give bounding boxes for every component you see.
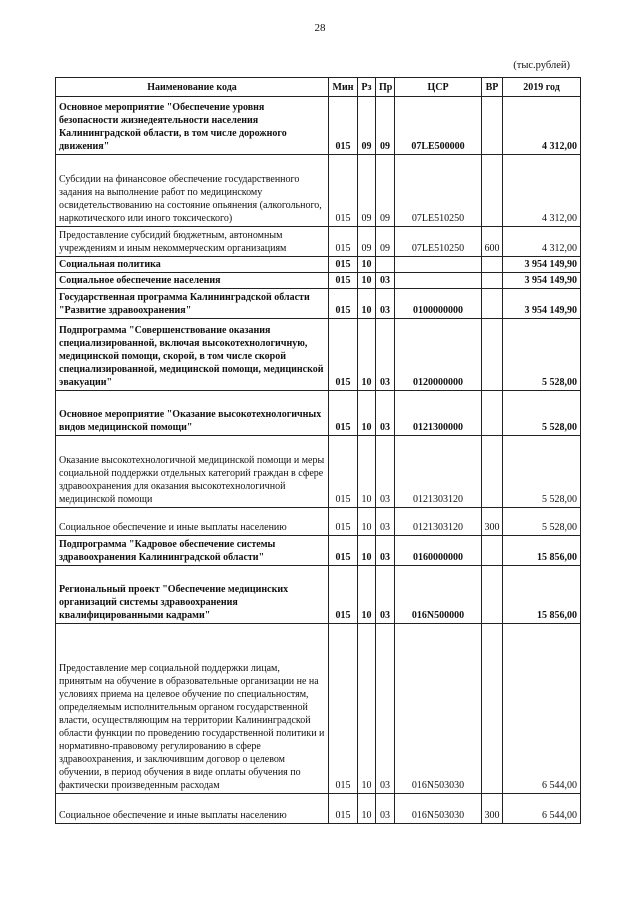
table-row [56,536,581,566]
row-rz: 10 [358,508,376,536]
row-name: Социальное обеспечение населения [56,273,329,289]
row-amount: 5 528,00 [503,391,581,436]
row-name: Предоставление субсидий бюджетным, автономным учреждениям и иным некоммерческим организациям [56,227,329,257]
row-amount: 6 544,00 [503,794,581,824]
row-csr: 0120000000 [395,319,482,391]
row-vr [482,155,503,227]
row-vr [482,257,503,273]
table-row [56,273,581,289]
row-name: Предоставление мер социальной поддержки лицам, принятым на обучение в образовательные организации не на условиях приема на целевое обучение по специальностям, определяемым исполнительным органом государственной власти, осуществляющим на территории Калининградской области функции по проведению государственной политики и нормативно-правовому регулированию в сфере здравоохранения, и заключившим договор о целевом обучении, в период обучения в виде оплаты обучения по фактически произведенным расходам [56,624,329,794]
row-min: 015 [329,794,358,824]
row-name: Основное мероприятие "Оказание высокотехнологичных видов медицинской помощи" [56,391,329,436]
row-min: 015 [329,155,358,227]
table-row [56,566,581,624]
row-csr: 016N500000 [395,566,482,624]
row-vr [482,566,503,624]
row-csr: 016N503030 [395,624,482,794]
header-name: Наименование кода [56,78,329,97]
row-pr: 09 [376,97,395,155]
row-name: Основное мероприятие "Обеспечение уровня безопасности жизнедеятельности населения Калининградской области, в том числе дорожного движения" [56,97,329,155]
row-name: Подпрограмма "Кадровое обеспечение системы здравоохранения Калининградской области" [56,536,329,566]
row-pr: 03 [376,566,395,624]
row-csr [395,257,482,273]
row-name: Подпрограмма "Совершенствование оказания специализированной, включая высокотехнологичную, медицинской помощи, скорой, в том числе скорой специализированной, медицинской помощи, медицинской эвакуации" [56,319,329,391]
row-vr: 600 [482,227,503,257]
row-rz: 10 [358,436,376,508]
row-min: 015 [329,536,358,566]
row-vr [482,319,503,391]
row-vr [482,273,503,289]
row-csr [395,273,482,289]
row-name: Субсидии на финансовое обеспечение государственного задания на выполнение работ по медицинскому освидетельствованию на состояние опьянения (алкогольного, наркотического или иного токсического) [56,155,329,227]
row-min: 015 [329,391,358,436]
row-name: Социальное обеспечение и иные выплаты населению [56,508,329,536]
row-amount: 3 954 149,90 [503,257,581,273]
header-rz: Рз [358,78,376,97]
row-csr: 0100000000 [395,289,482,319]
row-rz: 10 [358,536,376,566]
row-csr: 0121300000 [395,391,482,436]
row-vr [482,289,503,319]
row-amount: 5 528,00 [503,319,581,391]
row-amount: 6 544,00 [503,624,581,794]
row-pr: 03 [376,508,395,536]
row-csr: 07LE500000 [395,97,482,155]
row-amount: 4 312,00 [503,97,581,155]
row-pr: 03 [376,536,395,566]
row-pr: 03 [376,391,395,436]
row-name: Социальная политика [56,257,329,273]
row-rz: 09 [358,227,376,257]
row-csr: 0121303120 [395,508,482,536]
row-vr [482,536,503,566]
row-min: 015 [329,273,358,289]
header-amount: 2019 год [503,78,581,97]
row-rz: 10 [358,289,376,319]
table-row [56,319,581,391]
row-csr: 07LE510250 [395,155,482,227]
table-row [56,289,581,319]
row-amount: 4 312,00 [503,227,581,257]
row-vr [482,624,503,794]
table-row [56,227,581,257]
row-min: 015 [329,508,358,536]
row-pr: 03 [376,794,395,824]
row-pr: 03 [376,624,395,794]
row-min: 015 [329,97,358,155]
row-name: Оказание высокотехнологичной медицинской помощи и меры социальной поддержки отдельных категорий граждан в сфере здравоохранения для оказания высокотехнологичной медицинской помощи [56,436,329,508]
row-min: 015 [329,436,358,508]
row-rz: 09 [358,97,376,155]
row-min: 015 [329,289,358,319]
row-pr: 03 [376,289,395,319]
row-pr [376,257,395,273]
row-rz: 10 [358,391,376,436]
row-pr: 03 [376,273,395,289]
budget-table [55,77,581,824]
row-amount: 3 954 149,90 [503,289,581,319]
table-header-row [56,78,581,97]
row-vr [482,436,503,508]
row-rz: 10 [358,624,376,794]
row-name: Государственная программа Калининградской области "Развитие здравоохранения" [56,289,329,319]
row-vr [482,97,503,155]
row-pr: 03 [376,436,395,508]
row-csr: 016N503030 [395,794,482,824]
header-csr: ЦСР [395,78,482,97]
table-row [56,391,581,436]
table-row [56,624,581,794]
row-amount: 15 856,00 [503,566,581,624]
row-name: Региональный проект "Обеспечение медицинских организаций системы здравоохранения квалифицированными кадрами" [56,566,329,624]
row-min: 015 [329,257,358,273]
row-vr [482,391,503,436]
row-rz: 10 [358,257,376,273]
table-row [56,155,581,227]
row-amount: 5 528,00 [503,508,581,536]
row-rz: 10 [358,319,376,391]
row-pr: 09 [376,227,395,257]
row-min: 015 [329,319,358,391]
table-row [56,508,581,536]
page-number: 28 [314,22,326,34]
table-row [56,794,581,824]
header-pr: Пр [376,78,395,97]
table-row [56,257,581,273]
row-csr: 07LE510250 [395,227,482,257]
row-csr: 0121303120 [395,436,482,508]
row-min: 015 [329,624,358,794]
row-pr: 03 [376,319,395,391]
row-rz: 09 [358,155,376,227]
row-min: 015 [329,566,358,624]
row-rz: 10 [358,273,376,289]
header-min: Мин [329,78,358,97]
row-amount: 15 856,00 [503,536,581,566]
row-vr: 300 [482,794,503,824]
row-min: 015 [329,227,358,257]
row-csr: 0160000000 [395,536,482,566]
row-amount: 4 312,00 [503,155,581,227]
unit-note: (тыс.рублей) [513,60,570,71]
header-vr: ВР [482,78,503,97]
table-row [56,97,581,155]
row-rz: 10 [358,794,376,824]
row-rz: 10 [358,566,376,624]
row-pr: 09 [376,155,395,227]
row-amount: 5 528,00 [503,436,581,508]
row-amount: 3 954 149,90 [503,273,581,289]
table-row [56,436,581,508]
row-name: Социальное обеспечение и иные выплаты населению [56,794,329,824]
row-vr: 300 [482,508,503,536]
